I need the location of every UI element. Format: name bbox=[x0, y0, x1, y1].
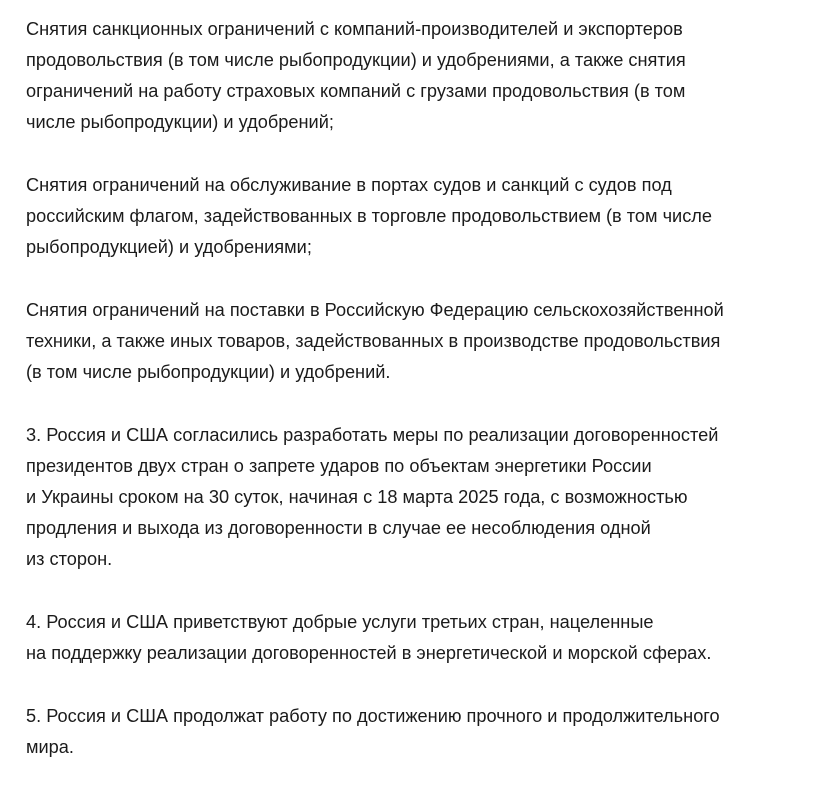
text-line: из сторон. bbox=[26, 549, 113, 569]
text-line: (в том числе рыбопродукции) и удобрений. bbox=[26, 362, 391, 382]
paragraph-port-restrictions bbox=[26, 170, 816, 263]
text-line: Снятия ограничений на поставки в Российскую Федерацию сельскохозяйственной bbox=[26, 300, 724, 320]
text-line: российским флагом, задействованных в торговле продовольствием (в том числе bbox=[26, 206, 713, 226]
text-line: ограничений на работу страховых компаний с грузами продовольствия (в том bbox=[26, 81, 686, 101]
text-line: мира. bbox=[26, 737, 74, 757]
text-line: Снятия санкционных ограничений с компаний-производителей и экспортеров bbox=[26, 19, 683, 39]
text-line: техники, а также иных товаров, задействованных в производстве продовольствия bbox=[26, 331, 721, 351]
text-line: рыбопродукцией) и удобрениями; bbox=[26, 237, 312, 257]
text-line: числе рыбопродукции) и удобрений; bbox=[26, 112, 334, 132]
text-line: президентов двух стран о запрете ударов по объектам энергетики России bbox=[26, 456, 652, 476]
text-line: 3. Россия и США согласились разработать меры по реализации договоренностей bbox=[26, 425, 719, 445]
text-line: 4. Россия и США приветствуют добрые услуги третьих стран, нацеленные bbox=[26, 612, 654, 632]
paragraph-item-3-energy-strikes bbox=[26, 420, 816, 575]
text-line: на поддержку реализации договоренностей в энергетической и морской сферах. bbox=[26, 643, 712, 663]
paragraph-agricultural-machinery bbox=[26, 295, 816, 388]
text-line: продовольствия (в том числе рыбопродукции) и удобрениями, а также снятия bbox=[26, 50, 686, 70]
text-line: Снятия ограничений на обслуживание в портах судов и санкций с судов под bbox=[26, 175, 672, 195]
text-line: 5. Россия и США продолжат работу по достижению прочного и продолжительного bbox=[26, 706, 720, 726]
text-line: и Украины сроком на 30 суток, начиная с 18 марта 2025 года, с возможностью bbox=[26, 487, 688, 507]
text-line: продления и выхода из договоренности в случае ее несоблюдения одной bbox=[26, 518, 651, 538]
paragraph-item-5-peace bbox=[26, 701, 816, 763]
paragraph-sanctions-food-exporters bbox=[26, 14, 816, 138]
document-body bbox=[26, 14, 816, 795]
paragraph-item-4-third-countries bbox=[26, 607, 816, 669]
